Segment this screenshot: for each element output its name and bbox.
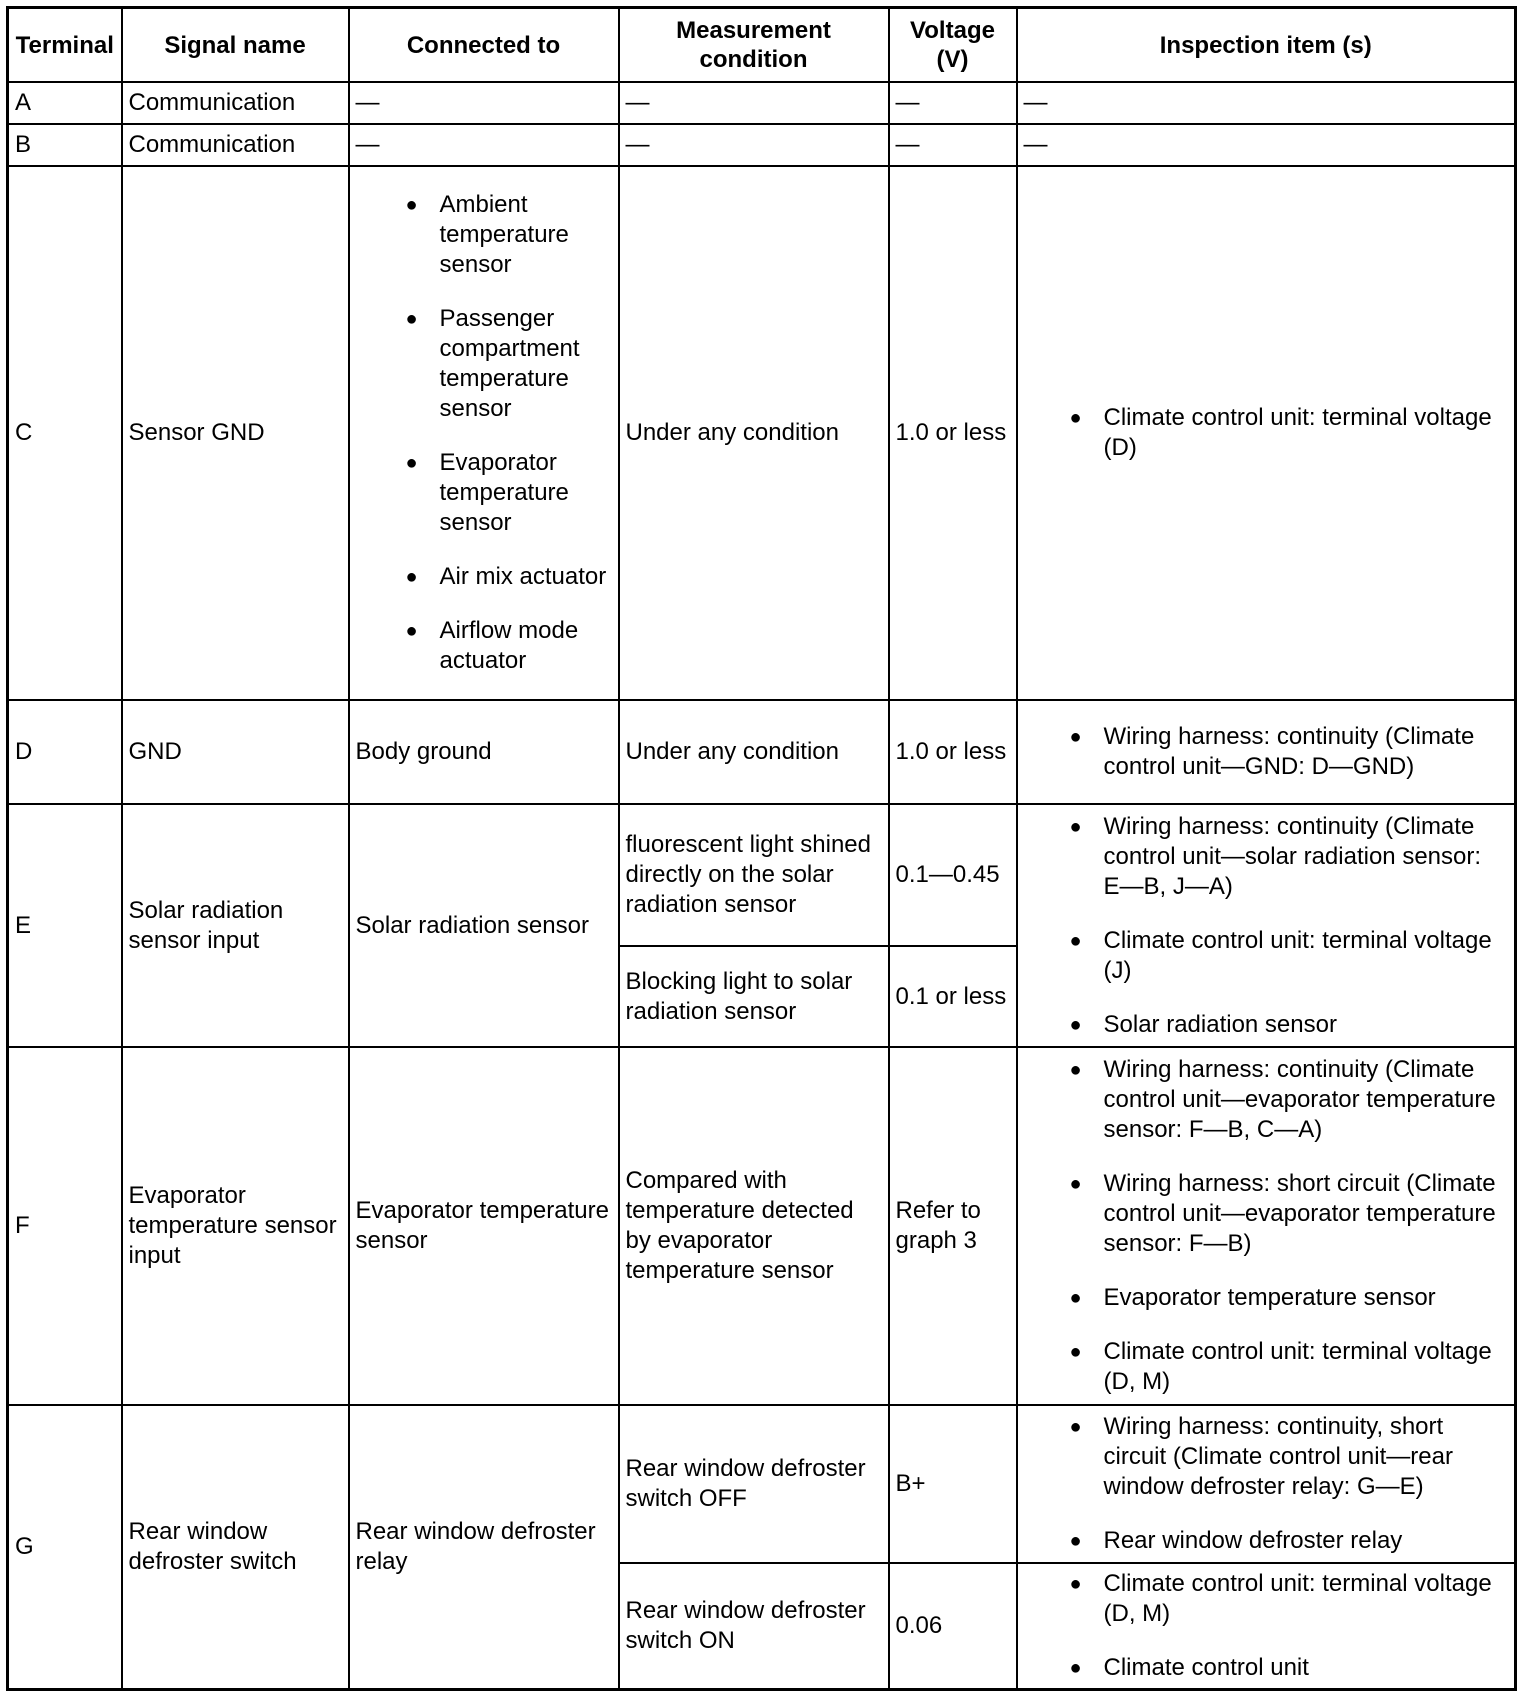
voltage-cell: B+ <box>889 1405 1017 1563</box>
signal-name-cell: Sensor GND <box>122 166 349 700</box>
inspection-cell <box>1017 804 1516 1047</box>
voltage-cell: Refer to graph 3 <box>889 1047 1017 1405</box>
header-connected-to: Connected to <box>349 8 619 83</box>
list-item: ● Wiring harness: continuity (Climate control unit—evaporator temperature sensor: F—B, C—A) <box>1064 1055 1501 1145</box>
header-measurement-condition <box>619 8 889 83</box>
list-item: ● Wiring harness: continuity (Climate control unit—solar radiation sensor: E—B, J—A) <box>1064 812 1501 902</box>
list-item: ● Wiring harness: continuity, short circuit (Climate control unit—rear window defroster relay: G—E) <box>1064 1412 1501 1502</box>
inspection-list <box>1064 1412 1501 1556</box>
table-row <box>8 82 1516 124</box>
signal-name-cell: Solar radiation sensor input <box>122 804 349 1047</box>
list-item: ● Air mix actuator <box>400 562 612 592</box>
header-voltage-line2: (V) <box>936 46 969 73</box>
measurement-condition-cell: Under any condition <box>619 700 889 804</box>
signal-name-cell: Rear window defroster switch <box>122 1405 349 1689</box>
header-voltage <box>889 8 1017 83</box>
measurement-condition-cell: Blocking light to solar radiation sensor <box>619 946 889 1047</box>
table-row <box>8 166 1516 700</box>
inspection-list <box>1064 722 1501 782</box>
list-item: ● Wiring harness: short circuit (Climate control unit—evaporator temperature sensor: F—B) <box>1064 1169 1501 1259</box>
list-item: ● Climate control unit <box>1064 1653 1501 1683</box>
header-measurement-line2: condition <box>699 46 808 73</box>
table-row <box>8 1047 1516 1405</box>
connected-to-cell: — <box>349 82 619 124</box>
list-item: ● Climate control unit: terminal voltage (D) <box>1064 403 1501 463</box>
voltage-cell: 0.06 <box>889 1563 1017 1689</box>
signal-name-cell: GND <box>122 700 349 804</box>
table-row <box>8 804 1516 946</box>
header-measurement-line1: Measurement <box>676 17 831 44</box>
terminal-cell: E <box>8 804 122 1047</box>
terminal-cell: C <box>8 166 122 700</box>
connected-to-list <box>400 190 612 676</box>
terminal-spec-document <box>6 6 1517 1691</box>
inspection-cell: — <box>1017 82 1516 124</box>
inspection-cell <box>1017 700 1516 804</box>
measurement-condition-cell: — <box>619 82 889 124</box>
measurement-condition-cell: Rear window defroster switch ON <box>619 1563 889 1689</box>
connected-to-cell <box>349 166 619 700</box>
inspection-cell <box>1017 1047 1516 1405</box>
header-signal-name: Signal name <box>122 8 349 83</box>
measurement-condition-cell: Compared with temperature detected by evaporator temperature sensor <box>619 1047 889 1405</box>
inspection-list <box>1064 1055 1501 1397</box>
voltage-cell: — <box>889 124 1017 166</box>
inspection-list <box>1064 812 1501 1040</box>
terminal-cell: G <box>8 1405 122 1689</box>
table-row <box>8 700 1516 804</box>
list-item: ● Climate control unit: terminal voltage (J) <box>1064 926 1501 986</box>
terminal-spec-table <box>6 6 1517 1691</box>
signal-name-cell: Communication <box>122 124 349 166</box>
header-row <box>8 8 1516 83</box>
terminal-cell: D <box>8 700 122 804</box>
list-item: ● Climate control unit: terminal voltage (D, M) <box>1064 1337 1501 1397</box>
table-row <box>8 1405 1516 1563</box>
terminal-cell: A <box>8 82 122 124</box>
signal-name-cell: Communication <box>122 82 349 124</box>
list-item: ● Wiring harness: continuity (Climate control unit—GND: D—GND) <box>1064 722 1501 782</box>
connected-to-cell: Rear window defroster relay <box>349 1405 619 1689</box>
inspection-cell <box>1017 1563 1516 1689</box>
voltage-cell: — <box>889 82 1017 124</box>
header-inspection-items: Inspection item (s) <box>1017 8 1516 83</box>
list-item: ● Passenger compartment temperature sensor <box>400 304 612 424</box>
connected-to-cell: Evaporator temperature sensor <box>349 1047 619 1405</box>
terminal-cell: B <box>8 124 122 166</box>
voltage-cell: 1.0 or less <box>889 166 1017 700</box>
inspection-cell <box>1017 166 1516 700</box>
list-item: ● Climate control unit: terminal voltage (D, M) <box>1064 1569 1501 1629</box>
header-terminal: Terminal <box>8 8 122 83</box>
voltage-cell: 1.0 or less <box>889 700 1017 804</box>
terminal-cell: F <box>8 1047 122 1405</box>
connected-to-cell: Body ground <box>349 700 619 804</box>
list-item: ● Rear window defroster relay <box>1064 1526 1501 1556</box>
voltage-cell: 0.1—0.45 <box>889 804 1017 946</box>
inspection-list <box>1064 403 1501 463</box>
list-item: ● Evaporator temperature sensor <box>1064 1283 1501 1313</box>
measurement-condition-cell: Rear window defroster switch OFF <box>619 1405 889 1563</box>
list-item: ● Airflow mode actuator <box>400 616 612 676</box>
connected-to-cell: — <box>349 124 619 166</box>
list-item: ● Ambient temperature sensor <box>400 190 612 280</box>
inspection-cell: — <box>1017 124 1516 166</box>
measurement-condition-cell: fluorescent light shined directly on the solar radiation sensor <box>619 804 889 946</box>
inspection-cell <box>1017 1405 1516 1563</box>
connected-to-cell: Solar radiation sensor <box>349 804 619 1047</box>
list-item: ● Evaporator temperature sensor <box>400 448 612 538</box>
measurement-condition-cell: — <box>619 124 889 166</box>
table-row <box>8 124 1516 166</box>
voltage-cell: 0.1 or less <box>889 946 1017 1047</box>
measurement-condition-cell: Under any condition <box>619 166 889 700</box>
signal-name-cell: Evaporator temperature sensor input <box>122 1047 349 1405</box>
list-item: ● Solar radiation sensor <box>1064 1010 1501 1040</box>
inspection-list <box>1064 1569 1501 1683</box>
header-voltage-line1: Voltage <box>910 17 995 44</box>
